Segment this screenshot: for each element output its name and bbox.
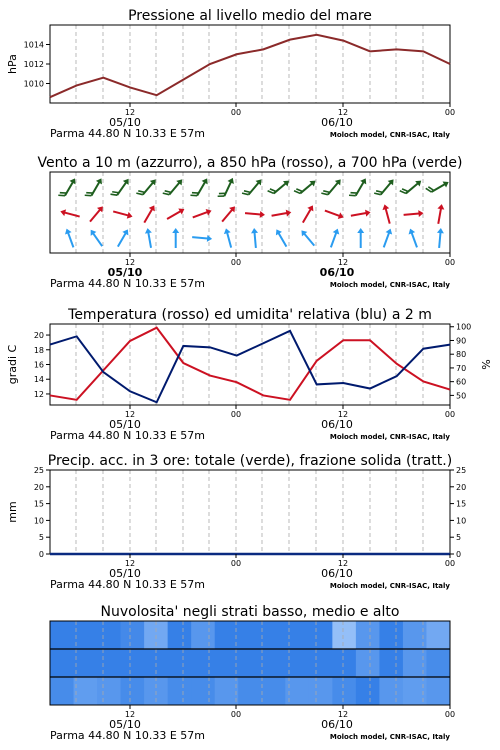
x-tick-label: 00 <box>444 410 456 419</box>
cloud-cell-alto <box>168 621 192 649</box>
cloud-cell-basso <box>332 677 356 705</box>
wind-arrow-10-m <box>407 227 420 248</box>
cloud-cell-alto <box>74 621 98 649</box>
wind-head <box>437 228 444 234</box>
y-tick-label: 20 <box>33 482 44 492</box>
y-right-tick-label: 20 <box>456 482 467 492</box>
x-tick-label: 12 <box>124 710 136 719</box>
wind-shaft <box>438 207 441 224</box>
cloud-cell-alto <box>215 621 239 649</box>
chart-title: Nuvolosita' negli strati basso, medio e alto <box>100 604 400 620</box>
cloud-cell-alto <box>379 621 403 649</box>
location-label: Parma 44.80 N 10.33 E 57m <box>50 429 206 442</box>
wind-arrow-850-hPa <box>403 210 424 219</box>
wind-shaft <box>63 212 79 216</box>
wind-arrow-10-m <box>144 228 154 249</box>
x-tick-label: 12 <box>124 258 136 267</box>
wind-arrow-700-hPa <box>400 176 424 198</box>
wind-arrow-850-hPa <box>350 209 371 219</box>
cloud-cell-alto <box>356 621 380 649</box>
wind-arrow-700-hPa <box>190 175 210 200</box>
y-tick-label: 1010 <box>23 79 44 89</box>
wind-arrow-10-m <box>115 228 131 249</box>
wind-head <box>273 228 282 236</box>
x-tick-label: 00 <box>444 710 456 719</box>
wind-head <box>228 176 236 183</box>
cloud-cell-alto <box>262 621 286 649</box>
wind-arrow-10-m <box>357 228 364 248</box>
location-label: Parma 44.80 N 10.33 E 57m <box>50 277 206 290</box>
x-tick-label: 00 <box>230 108 242 117</box>
chart-title: Pressione al livello medio del mare <box>128 8 372 24</box>
wind-arrow-700-hPa <box>58 175 78 200</box>
x-tick-label: 12 <box>124 108 136 117</box>
wind-head <box>333 227 341 234</box>
credit-label: Moloch model, CNR-ISAC, Italy <box>329 582 450 590</box>
wind-head <box>127 212 134 220</box>
cloud-cell-medio <box>379 649 403 677</box>
wind-arrow-10-m <box>192 234 213 243</box>
wind-shaft <box>227 231 231 247</box>
wind-arrow-850-hPa <box>219 204 237 224</box>
wind-shaft <box>331 231 337 247</box>
wind-shaft <box>245 213 262 214</box>
wind-head <box>338 212 345 220</box>
credit-label: Moloch model, CNR-ISAC, Italy <box>329 433 450 441</box>
wind-shaft <box>148 231 151 248</box>
x-tick-label: 00 <box>230 559 242 568</box>
cloud-cell-basso <box>74 677 98 705</box>
location-label: Parma 44.80 N 10.33 E 57m <box>50 127 206 140</box>
wind-shaft <box>351 213 368 216</box>
y-axis-label-right: % <box>480 359 493 370</box>
wind-shaft <box>439 231 440 248</box>
wind-head <box>360 177 369 185</box>
date-label: 06/10 <box>319 266 355 279</box>
credit-label: Moloch model, CNR-ISAC, Italy <box>329 131 450 139</box>
wind-arrow-10-m <box>273 228 289 249</box>
cloud-cell-basso <box>50 677 74 705</box>
wind-head <box>63 227 71 234</box>
wind-head <box>178 206 186 215</box>
wind-arrow-850-hPa <box>435 204 445 225</box>
cloud-cell-medio <box>97 649 121 677</box>
cloud-cell-basso <box>356 677 380 705</box>
wind-shaft <box>404 213 421 214</box>
y-tick-label: 14 <box>33 375 44 385</box>
wind-head <box>172 228 179 233</box>
y-tick-label: 10 <box>33 516 44 526</box>
wind-head <box>251 228 258 234</box>
y-right-tick-label: 15 <box>456 499 467 509</box>
wind-head <box>407 227 415 234</box>
x-tick-label: 00 <box>230 710 242 719</box>
x-tick-label: 00 <box>444 108 456 117</box>
cloud-cell-alto <box>309 621 333 649</box>
wind-shaft <box>144 208 153 223</box>
wind-arrow-700-hPa <box>374 175 396 199</box>
wind-shaft <box>303 208 312 223</box>
y-axis-label: hPa <box>6 54 19 74</box>
cloud-cell-basso <box>238 677 262 705</box>
wind-head <box>260 211 266 218</box>
wind-head <box>386 227 394 234</box>
wind-shaft <box>384 231 390 247</box>
wind-head <box>437 204 445 210</box>
wind-shaft <box>325 211 341 217</box>
x-tick-label: 00 <box>230 410 242 419</box>
cloud-cell-medio <box>356 649 380 677</box>
cloud-cell-medio <box>215 649 239 677</box>
date-label: 05/10 <box>107 266 143 279</box>
wind-arrow-10-m <box>436 228 445 249</box>
cloud-cell-medio <box>309 649 333 677</box>
x-tick-label: 12 <box>337 108 349 117</box>
y-right-tick-label: 10 <box>456 516 467 526</box>
cloud-cell-medio <box>191 649 215 677</box>
wind-shaft <box>411 231 417 247</box>
wind-arrow-850-hPa <box>324 207 345 220</box>
date-label: 05/10 <box>109 418 141 431</box>
wind-arrow-700-hPa <box>85 175 105 200</box>
wind-arrow-700-hPa <box>163 175 185 199</box>
wind-arrow-10-m <box>63 227 76 248</box>
wind-shaft <box>272 213 289 216</box>
y-right-tick-label: 5 <box>456 533 462 543</box>
x-tick-label: 00 <box>444 559 456 568</box>
wind-barb <box>218 194 225 199</box>
wind-head <box>307 204 316 212</box>
date-label: 05/10 <box>109 116 141 129</box>
cloud-cell-medio <box>74 649 98 677</box>
temperature-line <box>50 328 450 400</box>
wind-shaft <box>193 212 209 218</box>
chart-title: Temperatura (rosso) ed umidita' relativa (blu) a 2 m <box>68 307 432 323</box>
pressure-line <box>50 35 450 97</box>
cloud-cell-alto <box>332 621 356 649</box>
cloud-cell-alto <box>121 621 145 649</box>
cloud-cell-medio <box>262 649 286 677</box>
cloud-cell-basso <box>262 677 286 705</box>
cloud-cell-alto <box>238 621 262 649</box>
wind-arrow-700-hPa <box>426 177 451 197</box>
wind-shaft <box>278 232 287 247</box>
plot-frame-0 <box>50 25 450 103</box>
wind-head <box>144 228 152 234</box>
date-label: 05/10 <box>109 567 141 580</box>
cloud-cell-medio <box>332 649 356 677</box>
y-right-tick-label: 90 <box>456 336 467 346</box>
date-label: 06/10 <box>321 116 353 129</box>
wind-arrow-700-hPa <box>268 176 292 198</box>
cloud-cell-basso <box>191 677 215 705</box>
y-tick-label: 1014 <box>23 40 44 50</box>
chart-title: Vento a 10 m (azzurro), a 850 hPa (rosso), a 700 hPa (verde) <box>37 155 463 171</box>
cloud-cell-alto <box>191 621 215 649</box>
y-tick-label: 12 <box>33 389 44 399</box>
wind-arrow-10-m <box>328 227 341 248</box>
date-label: 06/10 <box>321 567 353 580</box>
cloud-cell-medio <box>168 649 192 677</box>
wind-arrow-10-m <box>251 228 260 249</box>
x-tick-label: 12 <box>124 410 136 419</box>
location-label: Parma 44.80 N 10.33 E 57m <box>50 578 206 591</box>
y-right-tick-label: 0 <box>456 550 462 559</box>
wind-arrow-700-hPa <box>110 175 131 199</box>
cloud-cell-basso <box>309 677 333 705</box>
y-right-tick-label: 100 <box>456 322 472 332</box>
y-tick-label: 25 <box>33 466 44 475</box>
wind-shaft <box>90 209 101 222</box>
y-right-tick-label: 80 <box>456 350 467 360</box>
wind-arrow-700-hPa <box>242 175 264 199</box>
x-tick-label: 12 <box>337 710 349 719</box>
y-tick-label: 20 <box>33 331 44 341</box>
wind-shaft <box>254 231 255 248</box>
wind-arrow-700-hPa <box>349 175 369 200</box>
wind-shaft <box>92 232 102 246</box>
wind-arrow-10-m <box>172 228 179 248</box>
y-axis-label: mm <box>6 501 19 523</box>
cloud-cell-basso <box>426 677 450 705</box>
cloud-cell-basso <box>97 677 121 705</box>
wind-arrow-850-hPa <box>141 204 157 225</box>
cloud-cell-basso <box>121 677 145 705</box>
wind-head <box>381 203 389 210</box>
y-right-tick-label: 60 <box>456 377 467 387</box>
cloud-cell-alto <box>97 621 121 649</box>
x-tick-label: 00 <box>230 258 242 267</box>
cloud-cell-medio <box>426 649 450 677</box>
location-label: Parma 44.80 N 10.33 E 57m <box>50 729 206 742</box>
wind-shaft <box>222 209 233 222</box>
x-tick-label: 12 <box>337 559 349 568</box>
wind-shaft <box>167 211 182 220</box>
wind-shaft <box>113 211 129 215</box>
wind-shaft <box>68 231 74 247</box>
date-label: 05/10 <box>109 718 141 731</box>
date-label: 06/10 <box>321 718 353 731</box>
wind-arrow-700-hPa <box>218 175 236 200</box>
humidity-line <box>50 331 450 402</box>
y-tick-label: 15 <box>33 499 44 509</box>
x-tick-label: 12 <box>337 258 349 267</box>
y-right-tick-label: 25 <box>456 466 467 475</box>
x-tick-label: 12 <box>337 410 349 419</box>
wind-head <box>223 227 231 234</box>
wind-head <box>443 179 451 188</box>
wind-arrow-700-hPa <box>294 176 318 198</box>
wind-arrow-10-m <box>299 228 317 248</box>
wind-arrow-10-m <box>380 227 393 248</box>
cloud-cell-medio <box>238 649 262 677</box>
x-tick-label: 12 <box>124 559 136 568</box>
wind-arrow-850-hPa <box>300 204 316 225</box>
y-tick-label: 5 <box>38 533 44 543</box>
cloud-cell-basso <box>168 677 192 705</box>
wind-arrow-850-hPa <box>192 207 213 220</box>
cloud-cell-alto <box>426 621 450 649</box>
date-label: 06/10 <box>321 418 353 431</box>
credit-label: Moloch model, CNR-ISAC, Italy <box>329 733 450 741</box>
y-axis-label: gradi C <box>6 344 19 385</box>
cloud-cell-basso <box>215 677 239 705</box>
wind-shaft <box>192 237 209 238</box>
plot-frame-3 <box>50 470 450 554</box>
wind-arrow-10-m <box>88 228 105 248</box>
wind-head <box>207 235 213 242</box>
cloud-cell-alto <box>50 621 74 649</box>
cloud-cell-basso <box>379 677 403 705</box>
x-tick-label: 00 <box>444 258 456 267</box>
y-tick-label: 18 <box>33 345 44 355</box>
wind-shaft <box>118 232 127 247</box>
wind-arrow-700-hPa <box>321 175 343 199</box>
y-right-tick-label: 70 <box>456 363 467 373</box>
wind-arrow-850-hPa <box>59 208 80 220</box>
credit-label: Moloch model, CNR-ISAC, Italy <box>329 281 450 289</box>
wind-head <box>69 177 78 185</box>
wind-head <box>357 228 364 233</box>
y-right-tick-label: 50 <box>456 391 467 401</box>
wind-arrow-10-m <box>223 227 235 248</box>
y-tick-label: 16 <box>33 360 44 370</box>
chart-title: Precip. acc. in 3 ore: totale (verde), frazione solida (tratt.) <box>47 453 453 469</box>
wind-shaft <box>303 233 314 246</box>
wind-shaft <box>385 207 389 223</box>
wind-head <box>59 208 66 216</box>
y-tick-label: 1012 <box>23 60 44 69</box>
y-tick-label: 0 <box>38 550 44 559</box>
wind-arrow-850-hPa <box>381 203 393 224</box>
cloud-cell-medio <box>121 649 145 677</box>
wind-arrow-700-hPa <box>136 175 158 199</box>
cloud-cell-medio <box>50 649 74 677</box>
